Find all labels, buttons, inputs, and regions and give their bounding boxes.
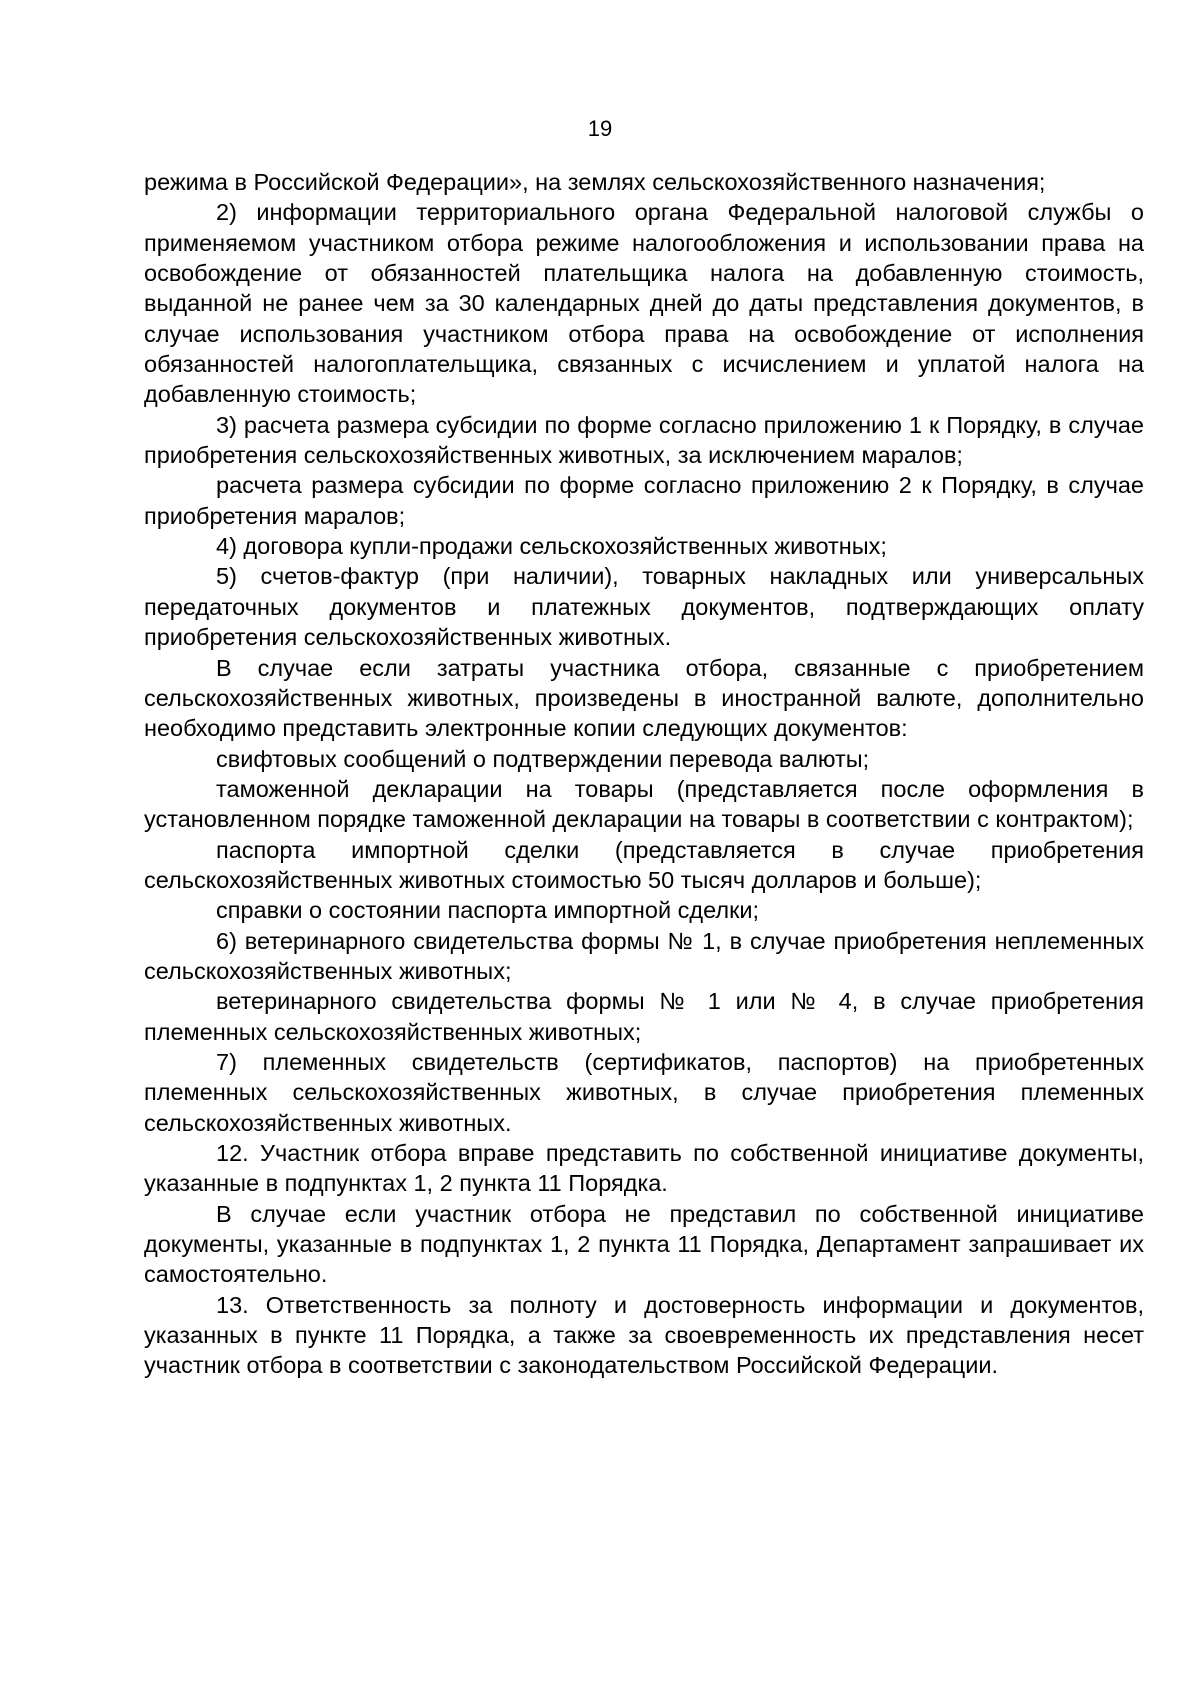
paragraph-customs-declaration: таможенной декларации на товары (представляется после оформления в установленном порядке таможенной декларации на товары в соответствии с контрактом); xyxy=(144,775,1144,833)
paragraph-clause-12-request: В случае если участник отбора не представил по собственной инициативе документы, указанные в подпунктах 1, 2 пункта 11 Порядка, Департамент запрашивает их самостоятельно. xyxy=(144,1200,1144,1288)
paragraph-continuation: режима в Российской Федерации», на землях сельскохозяйственного назначения; xyxy=(144,169,1046,195)
document-body xyxy=(144,167,1144,1381)
paragraph-item-3-marals: расчета размера субсидии по форме согласно приложению 2 к Порядку, в случае приобретения маралов; xyxy=(144,472,1144,529)
paragraph-passport-status: справки о состоянии паспорта импортной сделки; xyxy=(216,897,760,924)
paragraph-swift: свифтовых сообщений о подтверждении перевода валюты; xyxy=(216,745,870,772)
paragraph-import-passport: паспорта импортной сделки (представляется в случае приобретения сельскохозяйственных животных стоимостью 50 тысяч долларов и больше); xyxy=(144,836,1144,893)
paragraph-item-7: 7) племенных свидетельств (сертификатов, паспортов) на приобретенных племенных сельскохозяйственных животных, в случае приобретения племенных сельскохозяйственных животных. xyxy=(144,1048,1144,1136)
paragraph-clause-12: 12. Участник отбора вправе представить по собственной инициативе документы, указанные в подпунктах 1, 2 пункта 11 Порядка. xyxy=(144,1140,1144,1197)
paragraph-clause-13: 13. Ответственность за полноту и достоверность информации и документов, указанных в пункте 11 Порядка, а также за своевременность их представления несет участник отбора в соответствии с законодательством Российской Федерации. xyxy=(144,1291,1144,1379)
paragraph-item-3: 3) расчета размера субсидии по форме согласно приложению 1 к Порядку, в случае приобретения сельскохозяйственных животных, за исключением маралов; xyxy=(144,411,1144,469)
page-number: 19 xyxy=(587,116,613,141)
paragraph-item-4: 4) договора купли-продажи сельскохозяйственных животных; xyxy=(216,533,887,560)
paragraph-item-5: 5) счетов-фактур (при наличии), товарных накладных или универсальных передаточных документов и платежных документов, подтверждающих оплату приобретения сельскохозяйственных животных. xyxy=(144,563,1144,651)
paragraph-item-6: 6) ветеринарного свидетельства формы № 1, в случае приобретения неплеменных сельскохозяйственных животных; xyxy=(144,927,1144,984)
paragraph-item-2: 2) информации территориального органа Федеральной налоговой службы о применяемом участником отбора режиме налогообложения и использовании права на освобождение от обязанностей плательщика налога на добавленную стоимость, выданной не ранее чем за 30 календарных дней до даты представления документов, в случае использования участником отбора права на освобождение от исполнения обязанностей налогоплательщика, связанных с исчислением и уплатой налога на добавленную стоимость; xyxy=(144,199,1144,408)
paragraph-foreign-currency: В случае если затраты участника отбора, связанные с приобретением сельскохозяйственных животных, произведены в иностранной валюте, дополнительно необходимо представить электронные копии следующих документов: xyxy=(144,654,1144,742)
paragraph-item-6-breeding: ветеринарного свидетельства формы № 1 или № 4, в случае приобретения племенных сельскохозяйственных животных; xyxy=(144,988,1144,1045)
